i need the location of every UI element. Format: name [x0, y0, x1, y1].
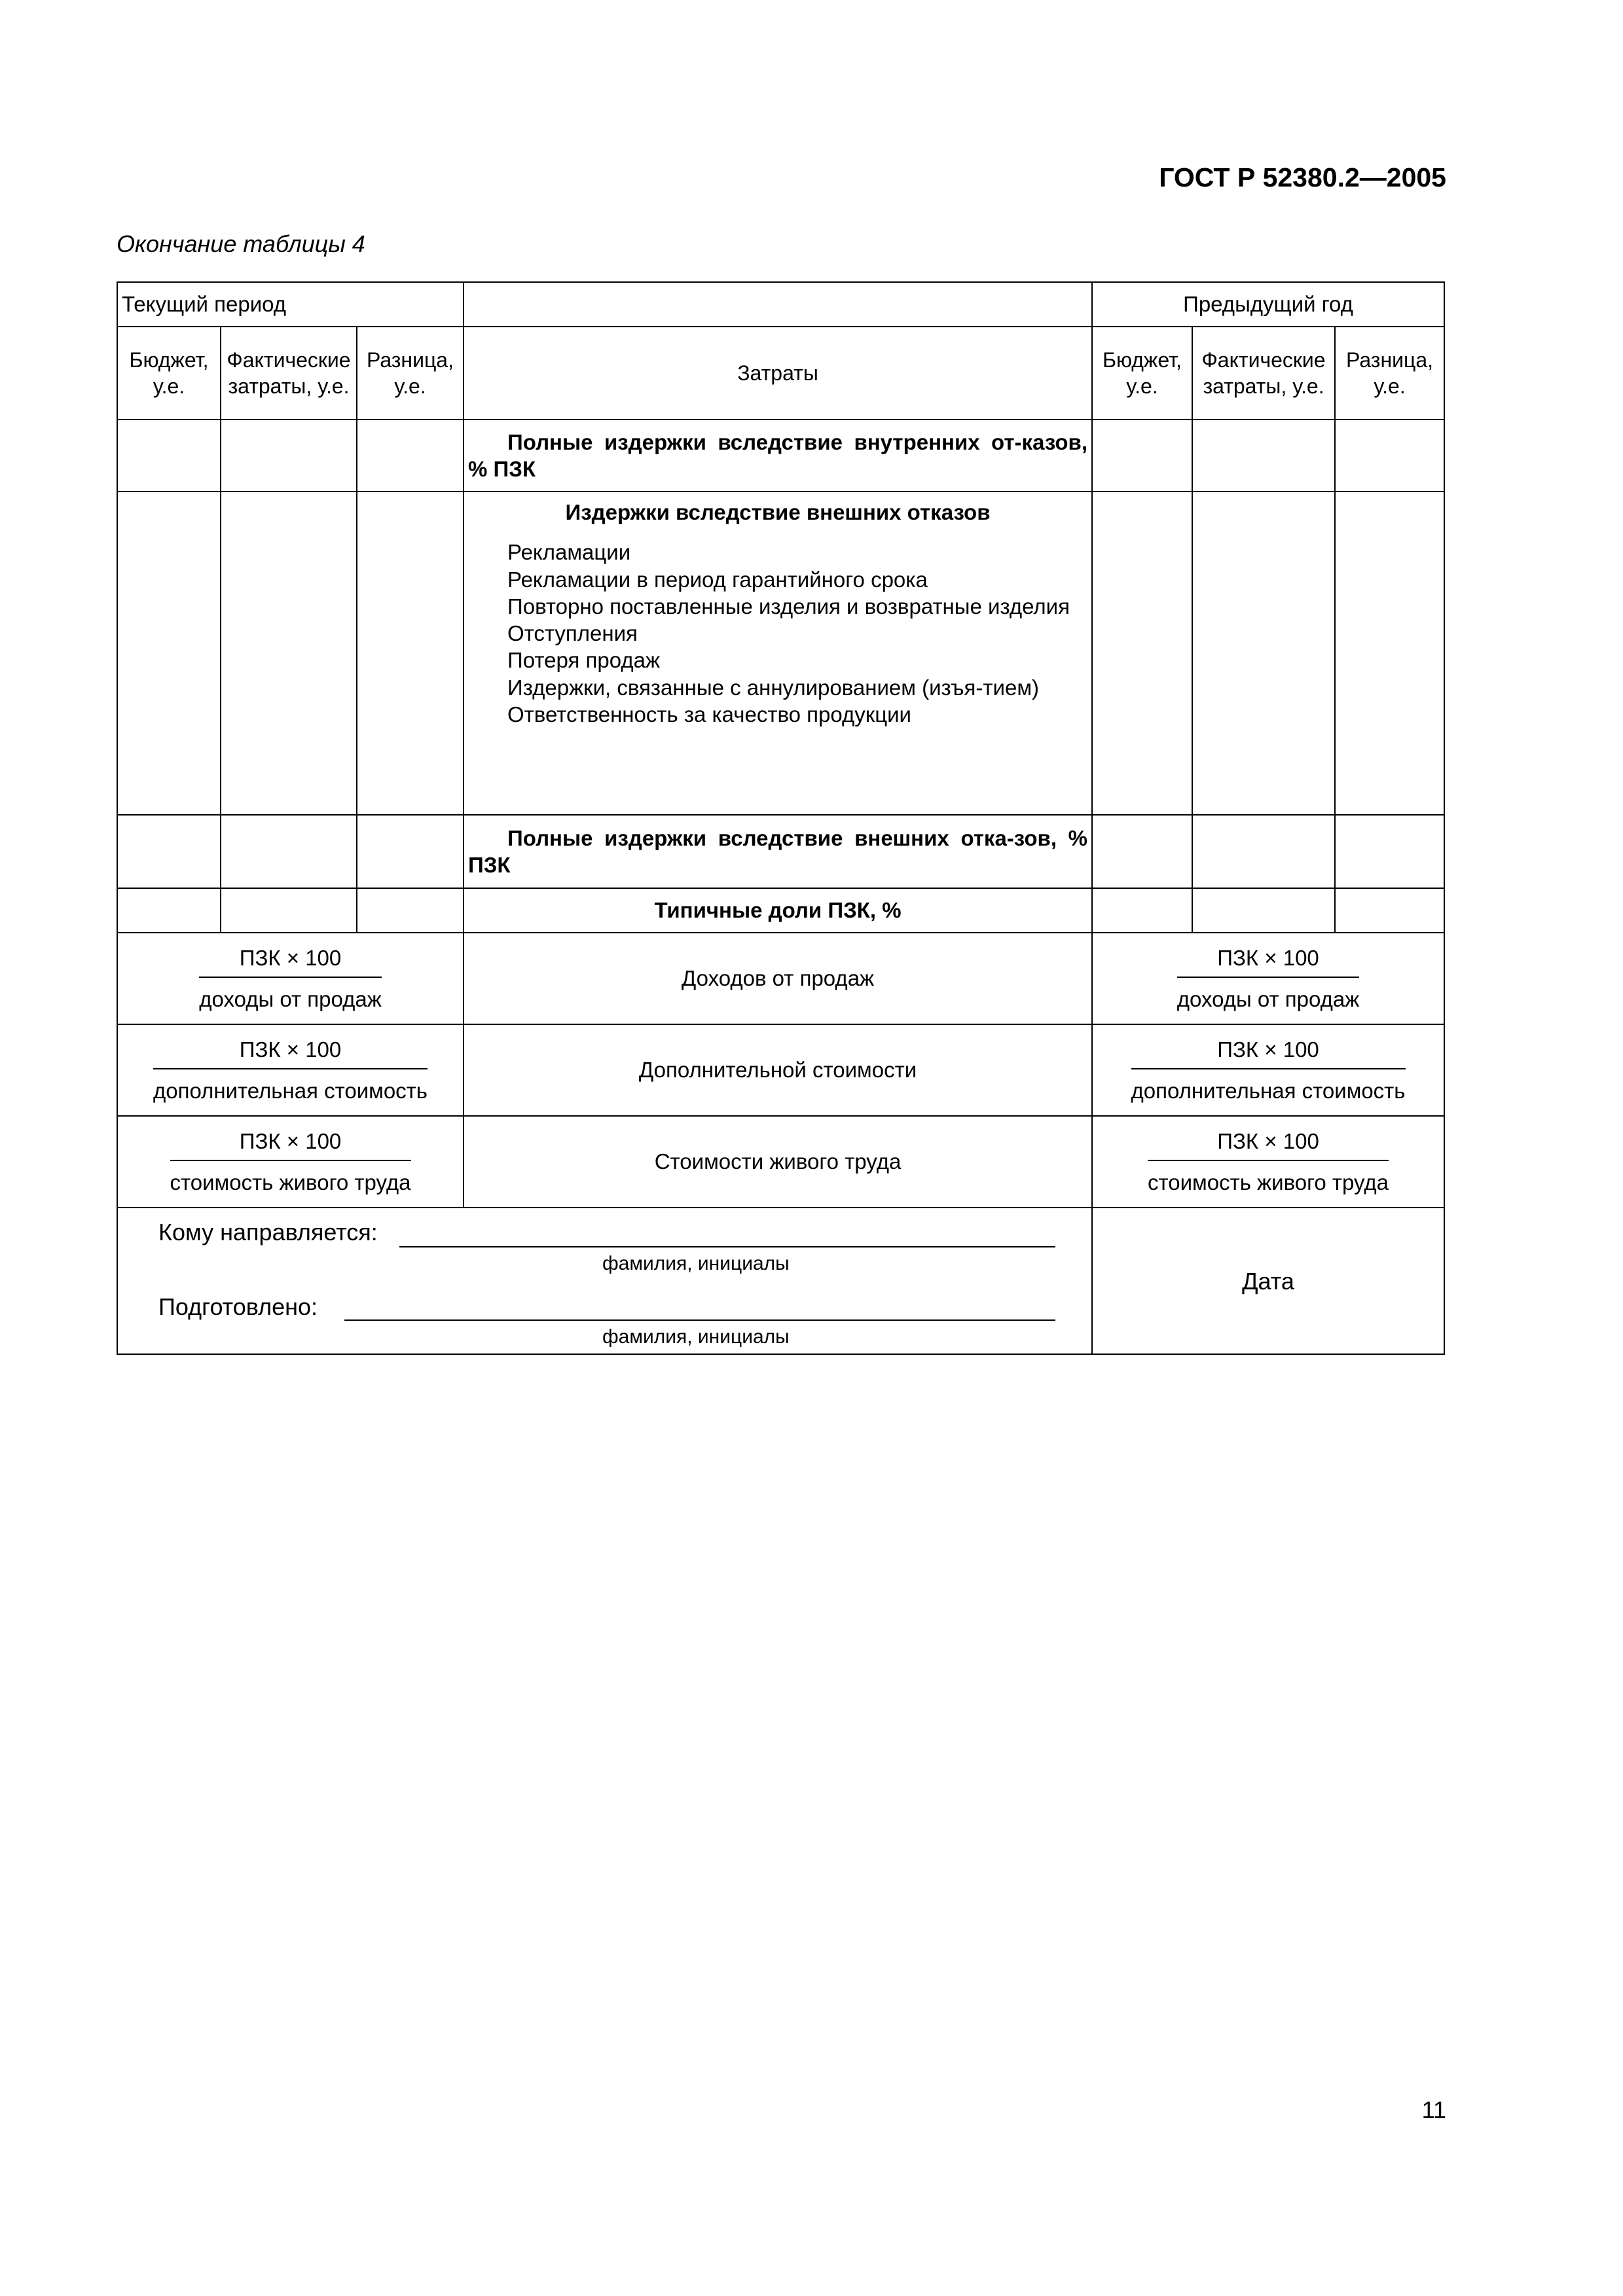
- row-external-total: Полные издержки вследствие внешних отка-зов, % ПЗК: [464, 815, 1092, 888]
- cell-empty: [221, 492, 357, 815]
- cell-empty: [1192, 420, 1335, 492]
- fraction-denominator: стоимость живого труда: [170, 1160, 411, 1196]
- cell-empty: [357, 815, 464, 888]
- ratio-formula-current: [117, 1116, 464, 1208]
- date-cell: Дата: [1092, 1208, 1444, 1354]
- cell-empty: [1335, 815, 1444, 888]
- col-diff-previous: Разница, у.е.: [1335, 327, 1444, 420]
- cell-empty: [1192, 492, 1335, 815]
- fraction-denominator: доходы от продаж: [199, 977, 382, 1013]
- cell-empty: [221, 420, 357, 492]
- external-failures-block: [464, 492, 1092, 815]
- ratio-formula-previous: [1092, 1116, 1444, 1208]
- ratio-label: Доходов от продаж: [464, 933, 1092, 1024]
- ratio-label: Стоимости живого труда: [464, 1116, 1092, 1208]
- recipient-label: Кому направляется:: [158, 1219, 378, 1246]
- fraction-numerator: ПЗК × 100: [239, 1128, 342, 1153]
- prepared-label: Подготовлено:: [158, 1293, 318, 1320]
- cell-empty: [357, 420, 464, 492]
- recipient-hint: фамилия, инициалы: [602, 1253, 790, 1274]
- external-item: Повторно поставленные изделия и возвратные изделия: [507, 594, 1070, 619]
- prepared-hint: фамилия, инициалы: [602, 1326, 790, 1348]
- col-budget-previous: Бюджет, у.е.: [1092, 327, 1192, 420]
- col-diff-current: Разница, у.е.: [357, 327, 464, 420]
- cell-empty: [1335, 888, 1444, 933]
- ratio-formula-previous: [1092, 933, 1444, 1024]
- ratio-formula-current: [117, 933, 464, 1024]
- external-item: Рекламации в период гарантийного срока: [507, 567, 928, 592]
- fraction-numerator: ПЗК × 100: [239, 945, 342, 970]
- cell-empty: [1192, 815, 1335, 888]
- cell-empty: [1092, 815, 1192, 888]
- recipient-field[interactable]: [399, 1246, 1055, 1247]
- fraction-numerator: ПЗК × 100: [1217, 945, 1319, 970]
- external-failures-title: Издержки вследствие внешних отказов: [565, 500, 991, 524]
- header-blank: [464, 282, 1092, 327]
- cell-empty: [1092, 420, 1192, 492]
- fraction-numerator: ПЗК × 100: [1217, 1037, 1319, 1062]
- external-item: Издержки, связанные с аннулированием (изъя-тием): [507, 675, 1039, 700]
- cell-empty: [1192, 888, 1335, 933]
- ratio-label: Дополнительной стоимости: [464, 1024, 1092, 1116]
- row-internal-total: Полные издержки вследствие внутренних от-казов, % ПЗК: [464, 420, 1092, 492]
- row-typical-shares: Типичные доли ПЗК, %: [464, 888, 1092, 933]
- external-item: Рекламации: [507, 540, 631, 565]
- col-costs: Затраты: [464, 327, 1092, 420]
- cell-empty: [221, 888, 357, 933]
- ratio-formula-current: [117, 1024, 464, 1116]
- fraction: [1131, 1036, 1406, 1105]
- fraction: [199, 944, 382, 1013]
- fraction-denominator: дополнительная стоимость: [1131, 1068, 1406, 1104]
- header-previous-year: Предыдущий год: [1092, 282, 1444, 327]
- cell-empty: [1335, 420, 1444, 492]
- ratio-formula-previous: [1092, 1024, 1444, 1116]
- cell-empty: [117, 492, 221, 815]
- fraction-denominator: дополнительная стоимость: [153, 1068, 428, 1104]
- fraction: [170, 1128, 411, 1196]
- cell-empty: [1092, 888, 1192, 933]
- fraction-denominator: стоимость живого труда: [1148, 1160, 1389, 1196]
- fraction-numerator: ПЗК × 100: [1217, 1128, 1319, 1153]
- cell-empty: [357, 492, 464, 815]
- col-actual-previous: Фактические затраты, у.е.: [1192, 327, 1335, 420]
- external-item: Потеря продаж: [507, 648, 661, 673]
- table-caption: Окончание таблицы 4: [117, 230, 365, 257]
- external-item: Отступления: [507, 621, 638, 645]
- cell-empty: [1092, 492, 1192, 815]
- external-item: Ответственность за качество продукции: [507, 702, 911, 726]
- cell-empty: [357, 888, 464, 933]
- fraction: [1177, 944, 1360, 1013]
- signature-block: [117, 1208, 1092, 1354]
- cell-empty: [221, 815, 357, 888]
- fraction-denominator: доходы от продаж: [1177, 977, 1360, 1013]
- col-actual-current: Фактические затраты, у.е.: [221, 327, 357, 420]
- prepared-field[interactable]: [344, 1319, 1055, 1321]
- page-number: 11: [1421, 2096, 1446, 2123]
- cell-empty: [1335, 492, 1444, 815]
- standard-number: ГОСТ Р 52380.2—2005: [1159, 162, 1446, 192]
- fraction-numerator: ПЗК × 100: [239, 1037, 342, 1062]
- cost-table: [117, 281, 1445, 1355]
- fraction: [1148, 1128, 1389, 1196]
- cell-empty: [117, 888, 221, 933]
- fraction: [153, 1036, 428, 1105]
- header-current-period: Текущий период: [117, 282, 464, 327]
- col-budget-current: Бюджет, у.е.: [117, 327, 221, 420]
- cell-empty: [117, 815, 221, 888]
- cell-empty: [117, 420, 221, 492]
